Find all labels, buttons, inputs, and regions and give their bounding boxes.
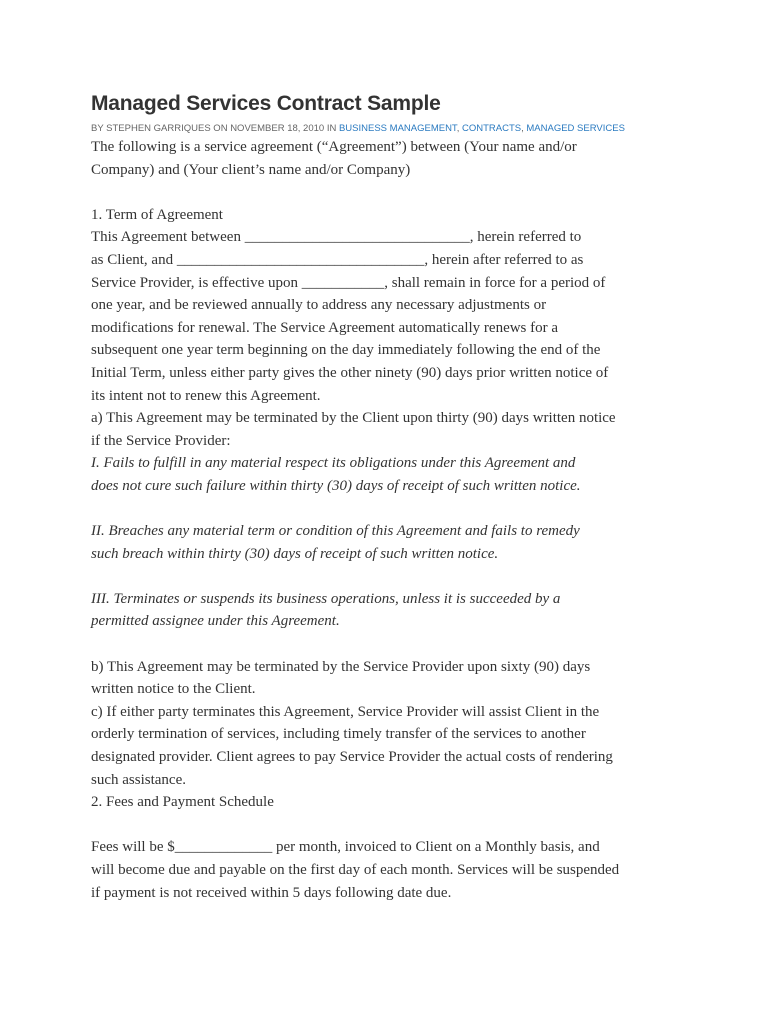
byline <box>91 122 681 136</box>
contract-text-line: if payment is not received within 5 days following date due. <box>91 884 452 901</box>
contract-text-line: This Agreement between ______________________________, herein referred to <box>91 229 582 246</box>
category-link-business-management[interactable]: BUSINESS MANAGEMENT <box>338 123 457 134</box>
contract-text-line: b) This Agreement may be terminated by the Service Provider upon sixty (90) days <box>91 658 591 675</box>
category-link-managed-services[interactable]: MANAGED SERVICES <box>526 123 625 134</box>
contract-text-line: The following is a service agreement (“Agreement”) between (Your name and/or <box>91 139 577 155</box>
page-title: Managed Services Contract Sample <box>91 92 441 115</box>
contract-clause-line: permitted assignee under this Agreement. <box>91 613 340 630</box>
contract-text-line: orderly termination of services, including timely transfer of the services to another <box>91 726 586 743</box>
contract-text-line: if the Service Provider: <box>91 432 231 449</box>
contract-text-line: written notice to the Client. <box>91 681 256 698</box>
blank-line <box>91 633 681 656</box>
contract-text-line: a) This Agreement may be terminated by the Client upon thirty (90) days written notice <box>91 410 616 427</box>
blank-line <box>91 181 681 204</box>
contract-text-line: Service Provider, is effective upon ___________, shall remain in force for a period of <box>91 274 606 291</box>
category-separator: , <box>521 123 527 134</box>
contract-clause-line: I. Fails to fulfill in any material respect its obligations under this Agreement and <box>91 455 576 472</box>
contract-text-line: will become due and payable on the first day of each month. Services will be suspended <box>91 862 620 878</box>
byline-author-date: BY STEPHEN GARRIQUES ON NOVEMBER 18, 2010 IN <box>91 123 339 134</box>
contract-text-line: Initial Term, unless either party gives the other ninety (90) days prior written notice of <box>91 364 609 381</box>
document-page <box>91 90 681 904</box>
blank-line <box>91 498 681 521</box>
contract-text-line: such assistance. <box>91 771 186 788</box>
category-link-contracts[interactable]: CONTRACTS <box>461 123 522 134</box>
contract-clause-line: does not cure such failure within thirty (30) days of receipt of such written notice. <box>91 477 581 494</box>
contract-text-line: subsequent one year term beginning on the day immediately following the end of the <box>91 342 601 359</box>
blank-line <box>91 565 681 588</box>
category-separator: , <box>456 123 462 134</box>
contract-text-line: modifications for renewal. The Service Agreement automatically renews for a <box>91 319 559 336</box>
contract-body <box>91 136 681 904</box>
contract-text-line: as Client, and _________________________________, herein after referred to as <box>91 251 584 268</box>
contract-text-line: Company) and (Your client’s name and/or Company) <box>91 161 411 178</box>
contract-text-line: its intent not to renew this Agreement. <box>91 387 321 404</box>
contract-text-line: 2. Fees and Payment Schedule <box>91 794 274 811</box>
contract-text-line: 1. Term of Agreement <box>91 206 223 223</box>
contract-text-line: c) If either party terminates this Agreement, Service Provider will assist Client in the <box>91 703 600 720</box>
contract-clause-line: such breach within thirty (30) days of receipt of such written notice. <box>91 545 499 562</box>
contract-clause-line: II. Breaches any material term or condition of this Agreement and fails to remedy <box>91 523 580 540</box>
contract-text-line: one year, and be reviewed annually to address any necessary adjustments or <box>91 297 547 314</box>
contract-text-line: Fees will be $_____________ per month, invoiced to Client on a Monthly basis, and <box>91 839 600 856</box>
contract-text-line: designated provider. Client agrees to pay Service Provider the actual costs of rendering <box>91 749 613 766</box>
blank-line <box>91 814 681 837</box>
contract-clause-line: III. Terminates or suspends its business operations, unless it is succeeded by a <box>91 590 561 607</box>
